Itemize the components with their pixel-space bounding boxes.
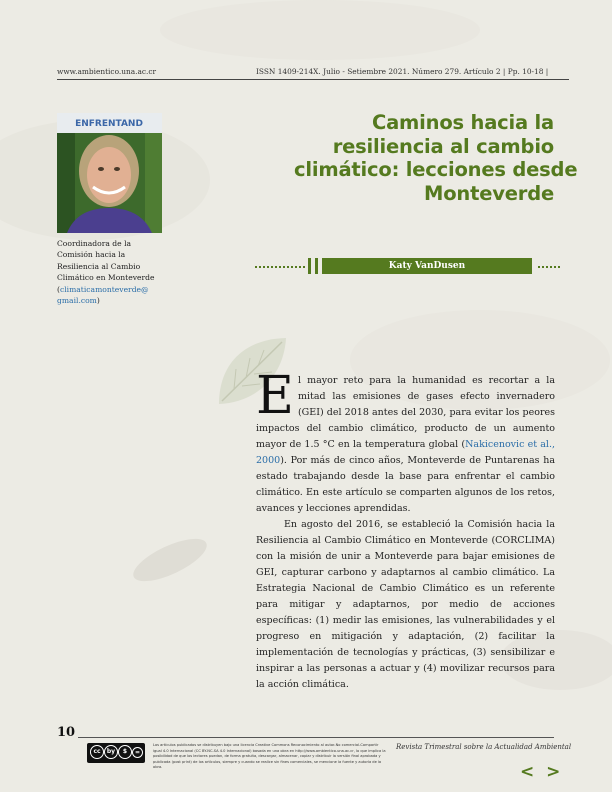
page-number: 10 [57, 725, 76, 740]
journal-name: Revista Trimestral sobre la Actualidad Ambiental [396, 743, 572, 751]
license-text: Los artículos publicados se distribuyen bajo una licencia Creative Commons Reconocimiento al autor-No comercial-Compartir igual 4.0 Internacional (CC BY-NC-SA 4.0 Internacional) basada en una obra en http://www.ambientico.una.ac.cr, lo que implica la posibilidad de que los lectores puedan, de forma gratuita, descargar, almacenar, copiar y distribuir la versión final aprobada y publicada (post print) de los artículos, siempre y cuando se realice sin fines comerciales, se mencione la fuente y autoría de la obra. [153, 743, 386, 769]
cc-license-badge[interactable] [87, 743, 145, 763]
paragraph-1-text: l mayor reto para la humanidad es recortar a la mitad las emisiones de gases efecto invernadero (GEI) del 2018 antes del 2030, para evitar los peores impactos del cambio climático, producto de un aumento mayor de 1.5 °C en la temperatura global ( [256, 375, 555, 450]
article-body [256, 366, 555, 693]
open-paren: ( [57, 284, 60, 294]
dotted-rule-right [538, 266, 560, 268]
paragraph-1 [256, 366, 555, 517]
title-line: resiliencia al cambio [332, 134, 554, 158]
photo-banner-text: ENFRENTAND [75, 119, 143, 129]
issn-info: ISSN 1409-214X. Julio - Setiembre 2021. Número 279. Artículo 2 | Pp. 10-18 | [256, 67, 549, 76]
paragraph-2: En agosto del 2016, se estableció la Comisión hacia la Resiliencia al Cambio Climático en Monteverde (CORCLIMA) con la misión de unir a Monteverde para bajar emisiones de GEI, capturar carbono y adaptarnos al cambio climático. La Estrategia Nacional de Cambio Climático es un referente para mitigar y adaptarnos, por medio de acciones específicas: (1) medir las emisiones, las vulnerabilidades y el progreso en mitigación y adaptación, (2) facilitar la implementación de tecnologías y prácticas, (3) sensibilizar e inspirar a las personas a actuar y (4) movilizar recursos para la acción climática. [256, 519, 555, 690]
page-nav-arrows[interactable]: < > [520, 762, 564, 782]
author-email-link[interactable]: climaticamonteverde@ gmail.com [57, 284, 149, 306]
by-icon: by [104, 745, 118, 759]
author-role: Coordinadora de la Comisión hacia la Resiliencia al Cambio Climático en Monteverde [57, 239, 155, 283]
paragraph-1-end: ). Por más de cinco años, Monteverde de Puntarenas ha estado trabajando desde la base para enfrentar el cambio climático. En este artículo se comparten algunos de los retos, avances y lecciones aprendidas. [256, 455, 555, 514]
drop-cap: E [256, 366, 294, 426]
title-line: Caminos hacia la [371, 111, 554, 134]
header-divider [57, 79, 569, 80]
author-name: Katy VanDusen [322, 258, 532, 274]
dotted-rule-left [255, 266, 305, 268]
website-url[interactable]: www.ambientico.una.ac.cr [57, 67, 157, 76]
title-line: climático: lecciones desde [294, 158, 578, 181]
sa-icon: = [132, 747, 143, 758]
author-photo [57, 113, 162, 233]
close-paren: ) [96, 296, 100, 306]
citation-link[interactable]: Nakicenovic et al., 2000 [256, 439, 555, 466]
cc-icon: cc [90, 745, 104, 759]
title-line: Monteverde [424, 181, 554, 205]
footer-divider [78, 737, 554, 738]
author-caption [57, 238, 167, 306]
article-title [294, 111, 578, 205]
nc-icon: $ [118, 745, 132, 759]
accent-bar [308, 258, 311, 274]
accent-bar [315, 258, 318, 274]
